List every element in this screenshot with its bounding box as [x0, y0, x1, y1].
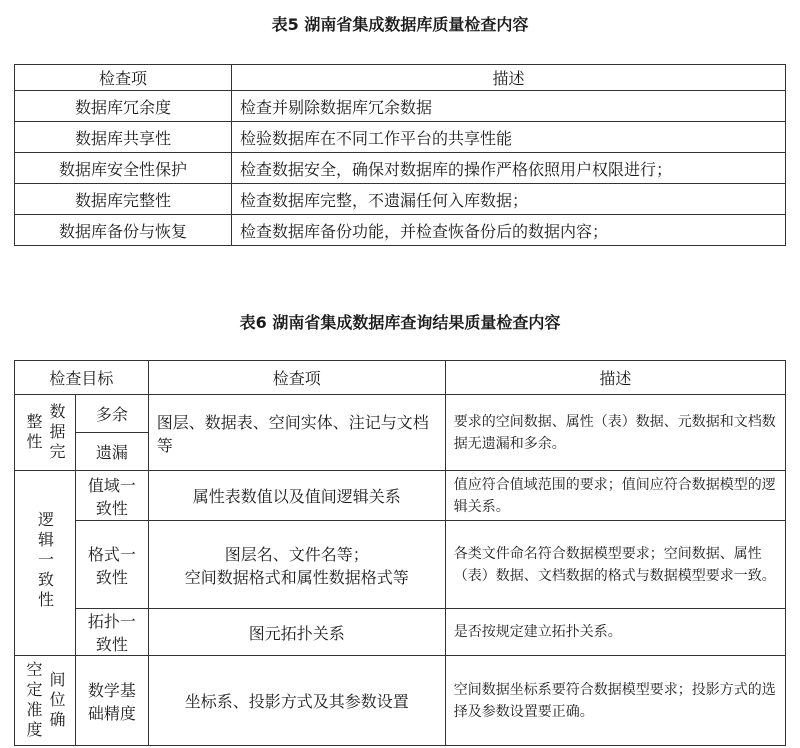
table5-item: 数据库备份与恢复	[15, 215, 232, 246]
table6-header-row	[15, 361, 786, 395]
table-row	[15, 395, 786, 433]
table6-desc: 空间数据坐标系要符合数据模型要求；投影方式的选择及参数设置要正确。	[445, 656, 785, 746]
table6-group-label	[15, 395, 76, 471]
table-row	[15, 153, 786, 184]
table6-header-desc: 描述	[445, 361, 785, 395]
table6-item: 坐标系、投影方式及其参数设置	[148, 656, 445, 746]
table6-desc: 值应符合值域范围的要求；值间应符合数据模型的逻辑关系。	[445, 471, 785, 521]
table6-sub: 拓扑一致性	[76, 609, 149, 656]
table6-sub: 格式一致性	[76, 521, 149, 609]
table5-desc: 检查并剔除数据库冗余数据	[232, 91, 786, 122]
table6-item-line: 空间数据格式和属性数据格式等	[184, 567, 409, 587]
table5-header-item: 检查项	[15, 65, 232, 91]
table6-sub: 多余	[76, 395, 149, 433]
table5-desc: 检验数据库在不同工作平台的共享性能	[232, 122, 786, 153]
group3-label-b: 间位确	[47, 670, 66, 731]
group3-label-a: 空定准度	[24, 660, 43, 741]
table-row	[15, 609, 786, 656]
table6-desc: 要求的空间数据、属性（表）数据、元数据和文档数据无遗漏和多余。	[445, 395, 785, 471]
table6-item: 图层、数据表、空间实体、注记与文档等	[148, 395, 445, 471]
table5-item: 数据库完整性	[15, 184, 232, 215]
table6-group-label	[15, 656, 76, 746]
table6-sub: 值域一致性	[76, 471, 149, 521]
group1-label-b: 数据完	[47, 402, 66, 463]
table6	[14, 360, 786, 746]
table6-desc: 各类文件命名符合数据模型要求；空间数据、属性（表）数据、文档数据的格式与数据模型要求一致。	[445, 521, 785, 609]
table6-sub: 遗漏	[76, 433, 149, 471]
group1-label-a: 整性	[24, 412, 43, 453]
table6-item: 图元拓扑关系	[148, 609, 445, 656]
table5-caption: 表5 湖南省集成数据库质量检查内容	[271, 15, 529, 34]
table6-caption: 表6 湖南省集成数据库查询结果质量检查内容	[239, 313, 561, 332]
table-row	[15, 184, 786, 215]
table-row	[15, 215, 786, 246]
table5	[14, 64, 786, 246]
table-row	[15, 471, 786, 521]
table6-group-label	[15, 471, 76, 656]
table5-item: 数据库共享性	[15, 122, 232, 153]
table-row	[15, 122, 786, 153]
table6-header-item: 检查项	[148, 361, 445, 395]
table6-item: 属性表数值以及值间逻辑关系	[148, 471, 445, 521]
table5-desc: 检查数据库完整，不遗漏任何入库数据；	[232, 184, 786, 215]
table5-desc: 检查数据库备份功能，并检查恢备份后的数据内容；	[232, 215, 786, 246]
table6-item-line: 图层名、文件名等；	[224, 544, 369, 564]
table6-sub: 数学基础精度	[76, 656, 149, 746]
table5-desc: 检查数据安全，确保对数据库的操作严格依照用户权限进行；	[232, 153, 786, 184]
table-row	[15, 91, 786, 122]
group2-label: 逻辑一致性	[35, 511, 55, 611]
table5-item: 数据库安全性保护	[15, 153, 232, 184]
table5-header-row	[15, 65, 786, 91]
table5-item: 数据库冗余度	[15, 91, 232, 122]
table-row	[15, 521, 786, 609]
table6-item	[148, 521, 445, 609]
table5-header-desc: 描述	[232, 65, 786, 91]
table6-header-target: 检查目标	[15, 361, 149, 395]
table6-desc: 是否按规定建立拓扑关系。	[445, 609, 785, 656]
table-row	[15, 656, 786, 746]
